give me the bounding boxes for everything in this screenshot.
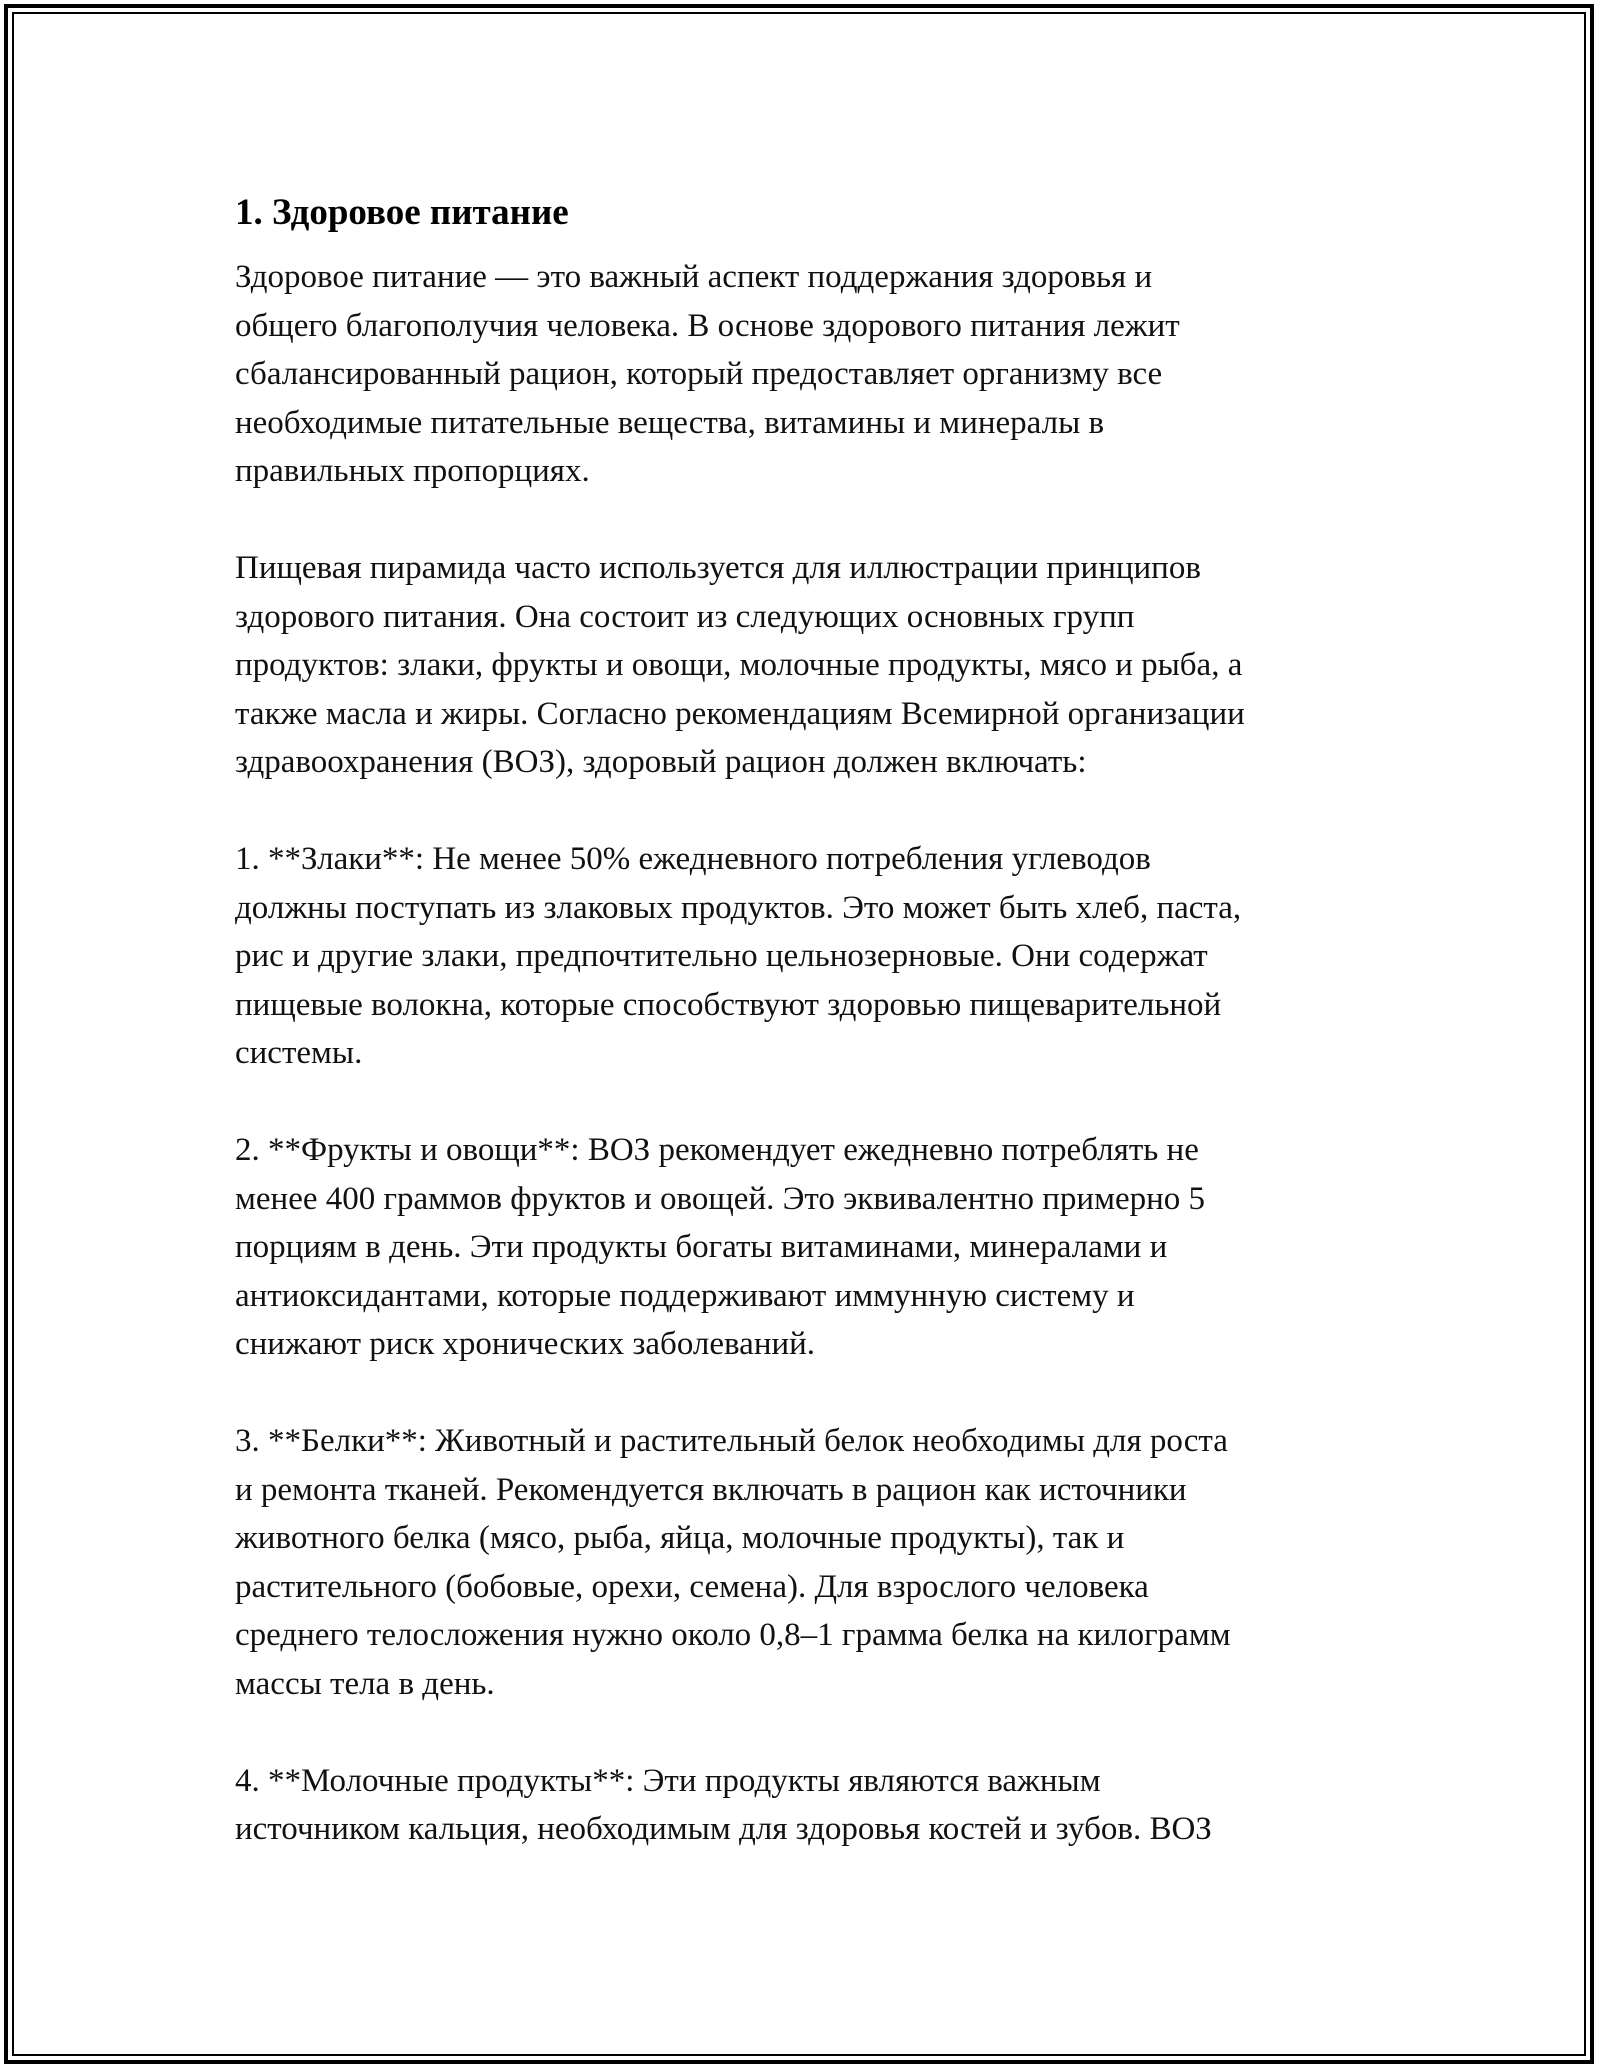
document-body — [235, 185, 1380, 1902]
list-item-fruits-vegetables: 2. **Фрукты и овощи**: ВОЗ рекомендует ежедневно потреблять не менее 400 граммов фруктов и овощей. Это эквивалентно примерно 5 порциям в день. Эти продукты богаты витаминами, минералами и антиоксидантами, которые поддерживают иммунную систему и снижают риск хронических заболеваний. — [235, 1132, 1206, 1362]
list-item-dairy: 4. **Молочные продукты**: Эти продукты являются важным источником кальция, необходимым для здоровья костей и зубов. ВОЗ — [235, 1762, 1212, 1847]
list-item-proteins: 3. **Белки**: Животный и растительный белок необходимы для роста и ремонта тканей. Рекомендуется включать в рацион как источники животного белка (мясо, рыба, яйца, молочные продукты), так и растительного (бобовые, орехи, семена). Для взрослого человека среднего телосложения нужно около 0,8–1 грамма белка на килограмм массы тела в день. — [235, 1423, 1231, 1702]
paragraph-food-pyramid: Пищевая пирамида часто используется для иллюстрации принципов здорового питания. Она состоит из следующих основных групп продуктов: злаки, фрукты и овощи, молочные продукты, мясо и рыба, а также масла и жиры. Согласно рекомендациям Всемирной организации здравоохранения (ВОЗ), здоровый рацион должен включать: — [235, 550, 1245, 780]
paragraph-intro: Здоровое питание — это важный аспект поддержания здоровья и общего благополучия человека. В основе здорового питания лежит сбалансированный рацион, который предоставляет организму все необходимые питательные вещества, витамины и минералы в правильных пропорциях. — [235, 259, 1180, 489]
section-heading: 1. Здоровое питание — [235, 192, 569, 233]
list-item-grains: 1. **Злаки**: Не менее 50% ежедневного потребления углеводов должны поступать из злаковых продуктов. Это может быть хлеб, паста, рис и другие злаки, предпочтительно цельнозерновые. Они содержат пищевые волокна, которые способствуют здоровью пищеварительной системы. — [235, 841, 1242, 1071]
